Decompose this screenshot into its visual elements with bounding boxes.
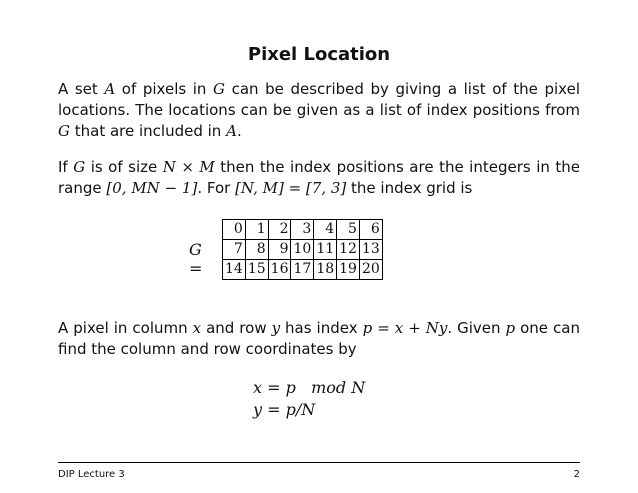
grid-cell: 8 xyxy=(245,240,268,260)
page-number: 2 xyxy=(573,469,580,480)
slide-title: Pixel Location xyxy=(247,44,391,65)
index-grid-table xyxy=(222,219,383,280)
grid-cell: 19 xyxy=(337,260,360,280)
grid-cell: 6 xyxy=(359,220,382,240)
grid-cell: 4 xyxy=(314,220,337,240)
grid-cell: 14 xyxy=(223,260,246,280)
grid-cell: 3 xyxy=(291,220,314,240)
grid-cell: 15 xyxy=(245,260,268,280)
grid-label: G = xyxy=(189,240,203,278)
grid-cell: 10 xyxy=(291,240,314,260)
grid-row xyxy=(223,220,383,240)
footer-lecture: DIP Lecture 3 xyxy=(58,469,125,480)
grid-row xyxy=(223,240,383,260)
grid-cell: 20 xyxy=(359,260,382,280)
equation-y: y = p/N xyxy=(253,400,316,419)
grid-cell: 5 xyxy=(337,220,360,240)
footer xyxy=(58,462,580,480)
grid-cell: 13 xyxy=(359,240,382,260)
grid-cell: 11 xyxy=(314,240,337,260)
grid-cell: 16 xyxy=(268,260,291,280)
grid-cell: 17 xyxy=(291,260,314,280)
grid-cell: 12 xyxy=(337,240,360,260)
paragraph-pixel-set: A set A of pixels in G can be described by giving a list of the pixel locations. The locations can be given as a list of index positions from G that are included in A. xyxy=(58,80,580,140)
grid-cell: 2 xyxy=(268,220,291,240)
coordinate-equations xyxy=(253,377,365,421)
grid-cell: 1 xyxy=(245,220,268,240)
paragraph-pixel-index: A pixel in column x and row y has index p = x + Ny. Given p one can find the column and row coordinates by xyxy=(58,319,580,358)
grid-cell: 0 xyxy=(223,220,246,240)
grid-cell: 18 xyxy=(314,260,337,280)
grid-cell: 9 xyxy=(268,240,291,260)
equation-x: x = p mod N xyxy=(253,378,366,397)
grid-row xyxy=(223,260,383,280)
grid-cell: 7 xyxy=(223,240,246,260)
paragraph-index-range: If G is of size N × M then the index positions are the integers in the range [0, MN − 1]. For [N, M] = [7, 3] the index grid is xyxy=(58,158,580,197)
